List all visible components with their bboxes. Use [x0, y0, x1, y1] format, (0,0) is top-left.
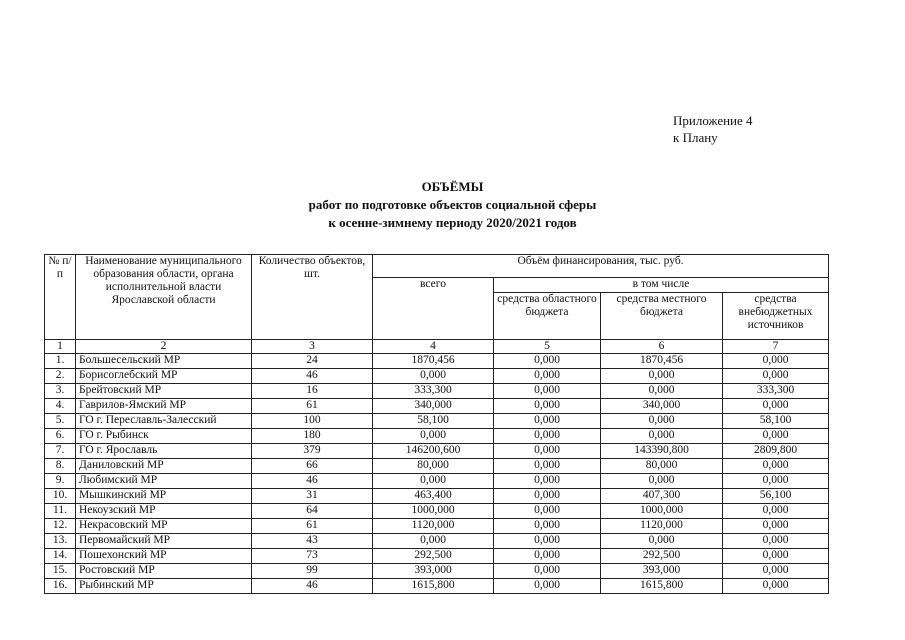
row-regional: 0,000	[494, 474, 601, 489]
row-number: 11.	[45, 504, 76, 519]
row-name: Рыбинский МР	[76, 579, 252, 594]
row-name: Гаврилов-Ямский МР	[76, 399, 252, 414]
row-count: 64	[252, 504, 373, 519]
appendix-note	[673, 112, 753, 146]
header-count: Количество объектов, шт.	[252, 255, 373, 340]
row-name: Первомайский МР	[76, 534, 252, 549]
table-row	[45, 534, 829, 549]
row-extra: 0,000	[723, 354, 829, 369]
header-local: средства местного бюджета	[601, 293, 723, 340]
row-total: 463,400	[373, 489, 494, 504]
row-total: 146200,600	[373, 444, 494, 459]
header-funding: Объём финансирования, тыс. руб.	[373, 255, 829, 278]
col-number-7: 7	[723, 340, 829, 354]
row-count: 100	[252, 414, 373, 429]
row-number: 16.	[45, 579, 76, 594]
row-number: 13.	[45, 534, 76, 549]
table-row	[45, 414, 829, 429]
table-row	[45, 474, 829, 489]
row-extra: 0,000	[723, 474, 829, 489]
row-count: 61	[252, 399, 373, 414]
row-total: 393,000	[373, 564, 494, 579]
row-total: 292,500	[373, 549, 494, 564]
title-line3: к осенне-зимнему периоду 2020/2021 годов	[328, 215, 577, 230]
row-local: 0,000	[601, 534, 723, 549]
row-regional: 0,000	[494, 564, 601, 579]
row-total: 1000,000	[373, 504, 494, 519]
row-extra: 0,000	[723, 534, 829, 549]
table-row	[45, 579, 829, 594]
header-including: в том числе	[494, 278, 829, 293]
table-row	[45, 564, 829, 579]
row-extra: 0,000	[723, 579, 829, 594]
table-row	[45, 489, 829, 504]
row-number: 12.	[45, 519, 76, 534]
row-local: 292,500	[601, 549, 723, 564]
table-row	[45, 519, 829, 534]
row-extra: 0,000	[723, 519, 829, 534]
header-regional: средства областного бюджета	[494, 293, 601, 340]
row-local: 0,000	[601, 384, 723, 399]
row-number: 9.	[45, 474, 76, 489]
appendix-line2: к Плану	[673, 130, 718, 145]
row-total: 1120,000	[373, 519, 494, 534]
row-count: 24	[252, 354, 373, 369]
row-local: 80,000	[601, 459, 723, 474]
row-total: 80,000	[373, 459, 494, 474]
row-regional: 0,000	[494, 579, 601, 594]
row-extra: 0,000	[723, 549, 829, 564]
row-total: 58,100	[373, 414, 494, 429]
row-count: 31	[252, 489, 373, 504]
row-name: Брейтовский МР	[76, 384, 252, 399]
row-total: 0,000	[373, 534, 494, 549]
row-extra: 333,300	[723, 384, 829, 399]
volumes-table	[44, 254, 829, 594]
col-number-5: 5	[494, 340, 601, 354]
header-name: Наименование муниципального образования области, органа исполнительной власти Ярославской области	[76, 255, 252, 340]
row-name: Большесельский МР	[76, 354, 252, 369]
row-number: 3.	[45, 384, 76, 399]
table-row	[45, 354, 829, 369]
row-extra: 56,100	[723, 489, 829, 504]
row-total: 0,000	[373, 429, 494, 444]
row-regional: 0,000	[494, 549, 601, 564]
row-count: 61	[252, 519, 373, 534]
row-regional: 0,000	[494, 414, 601, 429]
row-extra: 58,100	[723, 414, 829, 429]
row-total: 0,000	[373, 369, 494, 384]
row-count: 46	[252, 579, 373, 594]
row-number: 5.	[45, 414, 76, 429]
row-extra: 0,000	[723, 564, 829, 579]
row-regional: 0,000	[494, 369, 601, 384]
row-regional: 0,000	[494, 384, 601, 399]
header-extra: средства внебюджетных источников	[723, 293, 829, 340]
row-regional: 0,000	[494, 444, 601, 459]
row-regional: 0,000	[494, 354, 601, 369]
row-name: Ростовский МР	[76, 564, 252, 579]
table-row	[45, 384, 829, 399]
row-local: 0,000	[601, 429, 723, 444]
row-name: Борисоглебский МР	[76, 369, 252, 384]
row-local: 1120,000	[601, 519, 723, 534]
table-row	[45, 504, 829, 519]
table-row	[45, 444, 829, 459]
col-number-4: 4	[373, 340, 494, 354]
row-name: Пошехонский МР	[76, 549, 252, 564]
row-name: Некоузский МР	[76, 504, 252, 519]
row-number: 10.	[45, 489, 76, 504]
row-count: 180	[252, 429, 373, 444]
row-name: Любимский МР	[76, 474, 252, 489]
row-count: 66	[252, 459, 373, 474]
row-local: 1615,800	[601, 579, 723, 594]
row-count: 43	[252, 534, 373, 549]
row-regional: 0,000	[494, 459, 601, 474]
row-extra: 0,000	[723, 504, 829, 519]
col-number-2: 2	[76, 340, 252, 354]
title-line2: работ по подготовке объектов социальной сферы	[308, 197, 597, 212]
header-total: всего	[373, 278, 494, 340]
col-number-1: 1	[45, 340, 76, 354]
row-local: 407,300	[601, 489, 723, 504]
row-number: 1.	[45, 354, 76, 369]
row-count: 46	[252, 474, 373, 489]
row-total: 1615,800	[373, 579, 494, 594]
row-count: 99	[252, 564, 373, 579]
table-row	[45, 429, 829, 444]
table-row	[45, 369, 829, 384]
row-total: 340,000	[373, 399, 494, 414]
row-count: 46	[252, 369, 373, 384]
row-name: Даниловский МР	[76, 459, 252, 474]
row-name: ГО г. Рыбинск	[76, 429, 252, 444]
header-num: № п/п	[45, 255, 76, 340]
row-count: 16	[252, 384, 373, 399]
row-local: 393,000	[601, 564, 723, 579]
row-total: 333,300	[373, 384, 494, 399]
appendix-line1: Приложение 4	[673, 113, 753, 128]
document-title	[0, 178, 905, 232]
row-count: 379	[252, 444, 373, 459]
row-local: 0,000	[601, 369, 723, 384]
row-regional: 0,000	[494, 519, 601, 534]
row-regional: 0,000	[494, 534, 601, 549]
row-number: 4.	[45, 399, 76, 414]
row-number: 8.	[45, 459, 76, 474]
row-extra: 0,000	[723, 459, 829, 474]
row-local: 143390,800	[601, 444, 723, 459]
row-name: Некрасовский МР	[76, 519, 252, 534]
row-number: 6.	[45, 429, 76, 444]
row-count: 73	[252, 549, 373, 564]
row-extra: 2809,800	[723, 444, 829, 459]
row-name: Мышкинский МР	[76, 489, 252, 504]
row-regional: 0,000	[494, 399, 601, 414]
row-regional: 0,000	[494, 429, 601, 444]
row-regional: 0,000	[494, 504, 601, 519]
row-total: 1870,456	[373, 354, 494, 369]
row-local: 1870,456	[601, 354, 723, 369]
row-name: ГО г. Ярославль	[76, 444, 252, 459]
row-regional: 0,000	[494, 489, 601, 504]
row-local: 340,000	[601, 399, 723, 414]
table-row	[45, 399, 829, 414]
row-number: 14.	[45, 549, 76, 564]
row-number: 7.	[45, 444, 76, 459]
title-line1: ОБЪЁМЫ	[421, 179, 484, 194]
row-extra: 0,000	[723, 399, 829, 414]
row-number: 2.	[45, 369, 76, 384]
table-row	[45, 459, 829, 474]
row-name: ГО г. Переславль-Залесский	[76, 414, 252, 429]
row-local: 1000,000	[601, 504, 723, 519]
row-local: 0,000	[601, 474, 723, 489]
row-local: 0,000	[601, 414, 723, 429]
col-number-6: 6	[601, 340, 723, 354]
row-extra: 0,000	[723, 429, 829, 444]
row-number: 15.	[45, 564, 76, 579]
table-row	[45, 549, 829, 564]
row-extra: 0,000	[723, 369, 829, 384]
col-number-3: 3	[252, 340, 373, 354]
row-total: 0,000	[373, 474, 494, 489]
